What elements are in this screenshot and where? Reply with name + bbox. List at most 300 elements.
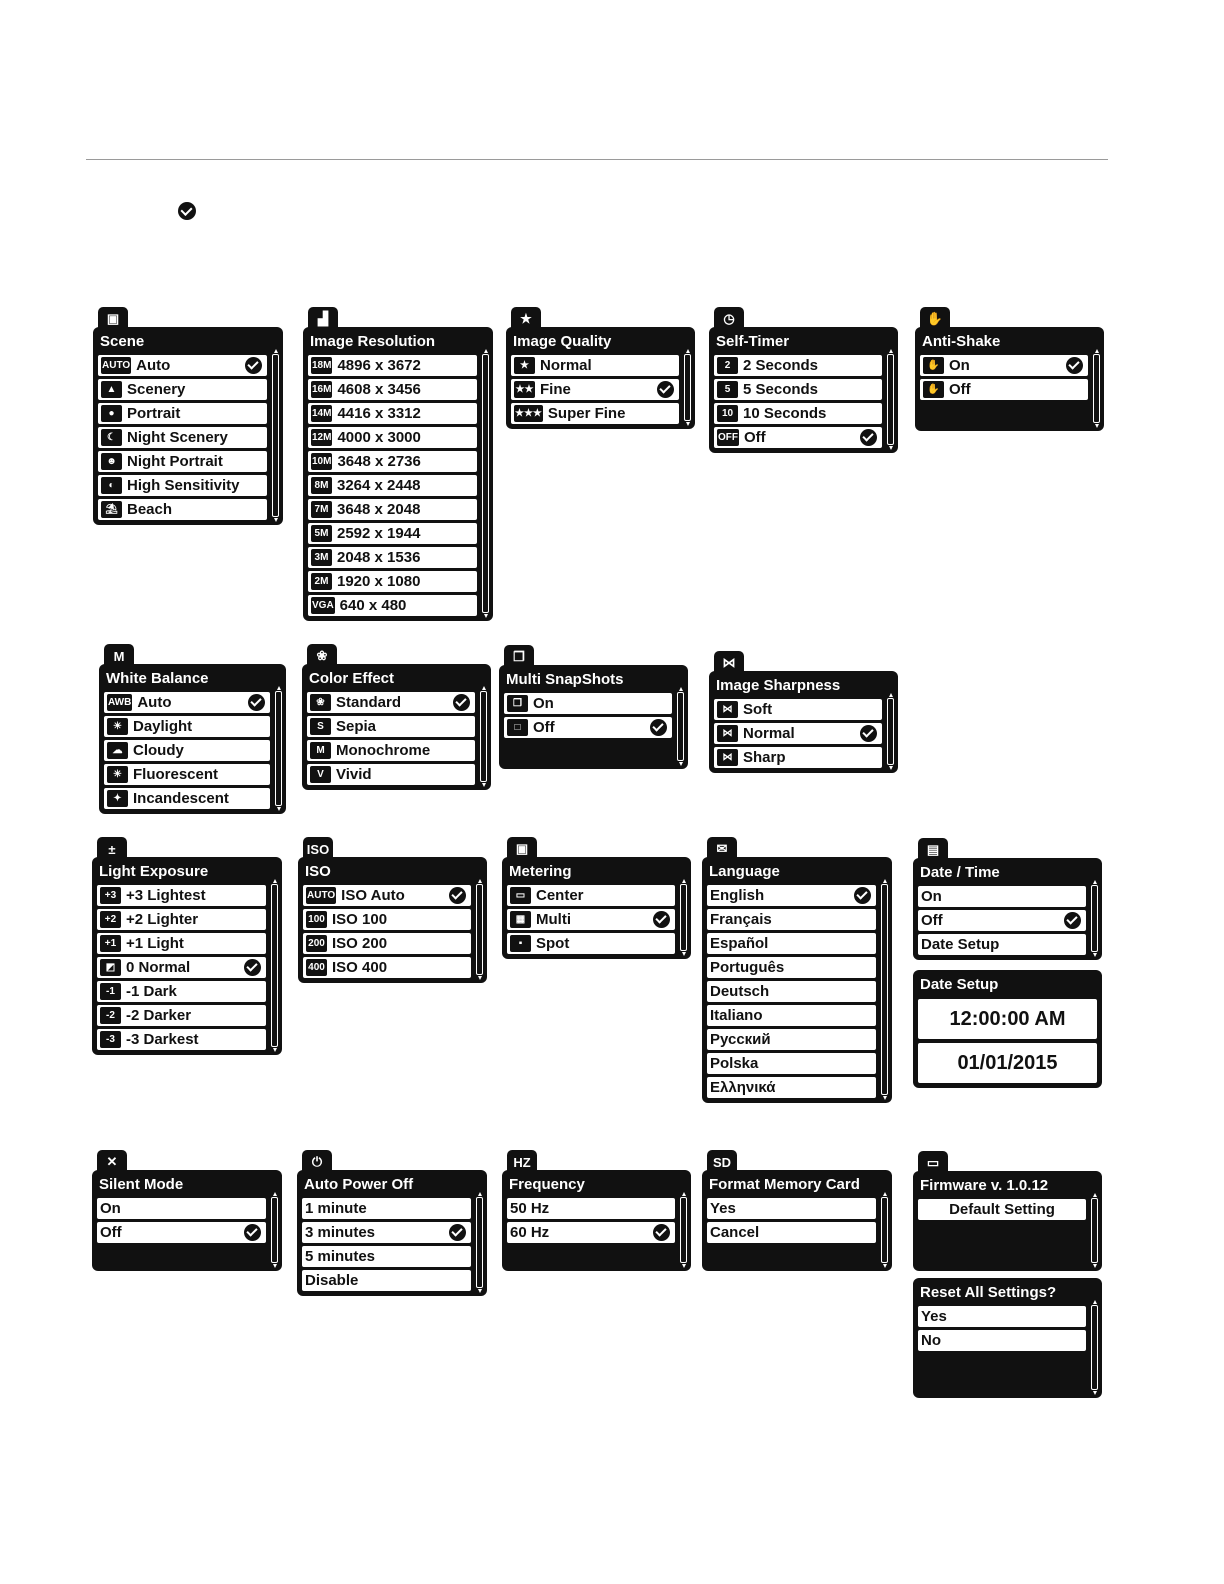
scrollbar[interactable] bbox=[887, 354, 894, 445]
option-label: Cloudy bbox=[133, 742, 184, 759]
menu-option[interactable] bbox=[918, 910, 1086, 931]
menu-option[interactable] bbox=[104, 692, 270, 713]
menu-light-exposure bbox=[92, 841, 282, 1055]
option-icon: 200 bbox=[306, 935, 327, 952]
scrollbar[interactable] bbox=[1091, 885, 1098, 952]
menu-panel bbox=[913, 1171, 1102, 1271]
menu-panel bbox=[702, 1170, 892, 1271]
scrollbar[interactable] bbox=[271, 884, 278, 1047]
menu-option[interactable] bbox=[308, 355, 477, 376]
menu-title: Image Quality bbox=[513, 333, 612, 350]
option-label: 2592 x 1944 bbox=[337, 525, 421, 542]
menu-tab-icon: HZ bbox=[507, 1150, 537, 1174]
menu-tab-icon: ▣ bbox=[98, 307, 128, 331]
date-value[interactable]: 01/01/2015 bbox=[918, 1043, 1097, 1083]
scrollbar[interactable] bbox=[272, 354, 279, 517]
menu-option[interactable] bbox=[308, 427, 477, 448]
selected-check-icon bbox=[1066, 357, 1083, 374]
menu-silent-mode bbox=[92, 1154, 282, 1271]
menu-tab-icon: ✉ bbox=[707, 837, 737, 861]
scrollbar[interactable] bbox=[887, 698, 894, 765]
menu-option[interactable] bbox=[308, 403, 477, 424]
menu-white-balance bbox=[99, 648, 286, 814]
menu-option[interactable] bbox=[714, 355, 882, 376]
option-icon: ◐ bbox=[101, 477, 122, 494]
option-icon: ● bbox=[101, 405, 122, 422]
option-icon: 10 bbox=[717, 405, 738, 422]
menu-date-time bbox=[913, 842, 1102, 960]
menu-title: Self-Timer bbox=[716, 333, 790, 350]
menu-option[interactable] bbox=[307, 716, 475, 737]
menu-option[interactable] bbox=[308, 523, 477, 544]
option-icon: □ bbox=[507, 719, 528, 736]
menu-panel bbox=[502, 857, 691, 959]
menu-option[interactable] bbox=[97, 957, 266, 978]
option-label: Off bbox=[744, 429, 766, 446]
menu-option[interactable] bbox=[504, 717, 672, 738]
option-icon: ★ bbox=[514, 357, 535, 374]
option-icon: ☁ bbox=[107, 742, 128, 759]
scrollbar[interactable] bbox=[881, 1197, 888, 1263]
selected-check-icon bbox=[248, 694, 265, 711]
scrollbar[interactable] bbox=[1091, 1305, 1098, 1390]
option-icon: ⋈ bbox=[717, 725, 738, 742]
option-label: 5 minutes bbox=[305, 1248, 376, 1265]
menu-option[interactable] bbox=[707, 1005, 876, 1026]
option-icon: ✋ bbox=[923, 381, 944, 398]
menu-format-memory-card bbox=[702, 1154, 892, 1271]
option-label: Super Fine bbox=[547, 405, 626, 422]
option-icon: +2 bbox=[100, 911, 121, 928]
menu-panel bbox=[502, 1170, 691, 1271]
menu-title: Metering bbox=[509, 863, 572, 880]
option-icon: 400 bbox=[306, 959, 327, 976]
menu-option[interactable] bbox=[707, 1029, 876, 1050]
menu-option[interactable] bbox=[302, 1198, 471, 1219]
option-label: ISO 200 bbox=[332, 935, 388, 952]
option-label: 3264 x 2448 bbox=[337, 477, 421, 494]
option-icon: AUTO bbox=[306, 887, 336, 904]
menu-panel bbox=[506, 327, 695, 429]
option-label: Ελληνικά bbox=[710, 1079, 776, 1096]
scrollbar[interactable] bbox=[680, 1197, 687, 1263]
option-label: ISO 400 bbox=[332, 959, 388, 976]
scrollbar[interactable] bbox=[680, 884, 687, 951]
option-label: Fluorescent bbox=[133, 766, 219, 783]
menu-option[interactable] bbox=[104, 788, 270, 809]
menu-tab-icon: ★ bbox=[511, 307, 541, 331]
menu-panel bbox=[915, 327, 1104, 431]
option-icon: ✦ bbox=[107, 790, 128, 807]
option-label: 3 minutes bbox=[305, 1224, 376, 1241]
option-label: Default Setting bbox=[949, 1201, 1055, 1218]
menu-anti-shake bbox=[915, 311, 1104, 431]
menu-option[interactable] bbox=[303, 957, 471, 978]
menu-option[interactable] bbox=[97, 885, 266, 906]
option-label: Off bbox=[533, 719, 555, 736]
menu-option[interactable] bbox=[714, 723, 882, 744]
menu-panel bbox=[93, 327, 283, 525]
menu-tab-icon: ◷ bbox=[714, 307, 744, 331]
menu-scene bbox=[93, 311, 283, 525]
menu-option[interactable] bbox=[308, 595, 477, 616]
option-label: 10 Seconds bbox=[743, 405, 827, 422]
menu-option[interactable] bbox=[707, 981, 876, 1002]
menu-option[interactable] bbox=[303, 885, 471, 906]
option-label: Night Scenery bbox=[127, 429, 228, 446]
option-label: 5 Seconds bbox=[743, 381, 819, 398]
option-label: Cancel bbox=[710, 1224, 760, 1241]
menu-option[interactable] bbox=[918, 1199, 1086, 1220]
selected-check-icon bbox=[449, 887, 466, 904]
menu-tab-icon: ❀ bbox=[307, 644, 337, 668]
menu-option[interactable] bbox=[302, 1222, 471, 1243]
option-icon: ◩ bbox=[100, 959, 121, 976]
menu-option[interactable] bbox=[511, 403, 679, 424]
menu-tab-icon: ▟ bbox=[308, 307, 338, 331]
menu-option[interactable] bbox=[97, 1222, 266, 1243]
option-label: Off bbox=[921, 912, 943, 929]
menu-tab-icon: ⋈ bbox=[714, 651, 744, 675]
menu-title: Image Resolution bbox=[310, 333, 436, 350]
option-label: 640 x 480 bbox=[339, 597, 407, 614]
selected-check-icon bbox=[657, 381, 674, 398]
option-label: Off bbox=[949, 381, 971, 398]
option-label: Multi bbox=[536, 911, 571, 928]
menu-panel bbox=[913, 858, 1102, 960]
menu-tab-icon: ▣ bbox=[507, 837, 537, 861]
menu-option[interactable] bbox=[98, 427, 267, 448]
selected-check-icon bbox=[245, 357, 262, 374]
menu-option[interactable] bbox=[714, 427, 882, 448]
menu-option[interactable] bbox=[97, 1198, 266, 1219]
menu-option[interactable] bbox=[307, 692, 475, 713]
menu-tab-icon: SD bbox=[707, 1150, 737, 1174]
menu-tab-icon: ▭ bbox=[918, 1151, 948, 1175]
menu-option[interactable] bbox=[714, 699, 882, 720]
option-label: On bbox=[100, 1200, 121, 1217]
option-label: -1 Dark bbox=[126, 983, 177, 1000]
menu-option[interactable] bbox=[920, 355, 1088, 376]
menu-option[interactable] bbox=[707, 1198, 876, 1219]
menu-title: Firmware v. 1.0.12 bbox=[920, 1177, 1049, 1194]
menu-tab-icon: ▤ bbox=[918, 838, 948, 862]
scrollbar[interactable] bbox=[476, 884, 483, 975]
menu-language bbox=[702, 841, 892, 1103]
menu-title: Color Effect bbox=[309, 670, 395, 687]
menu-tab-icon: M bbox=[104, 644, 134, 668]
menu-title: Frequency bbox=[509, 1176, 585, 1193]
menu-option[interactable] bbox=[308, 499, 477, 520]
selected-check-icon bbox=[854, 887, 871, 904]
menu-option[interactable] bbox=[507, 1198, 675, 1219]
menu-option[interactable] bbox=[98, 451, 267, 472]
option-icon: AUTO bbox=[101, 357, 131, 374]
option-label: Date Setup bbox=[921, 936, 1000, 953]
option-label: Português bbox=[710, 959, 785, 976]
option-icon: ▭ bbox=[510, 887, 531, 904]
menu-option[interactable] bbox=[308, 379, 477, 400]
option-label: +3 Lightest bbox=[126, 887, 206, 904]
menu-option[interactable] bbox=[97, 1029, 266, 1050]
selected-check-icon bbox=[449, 1224, 466, 1241]
time-value[interactable]: 12:00:00 AM bbox=[918, 999, 1097, 1039]
option-icon: ❀ bbox=[310, 694, 331, 711]
selected-check-icon bbox=[244, 959, 261, 976]
menu-option[interactable] bbox=[918, 886, 1086, 907]
selected-check-icon bbox=[453, 694, 470, 711]
menu-option[interactable] bbox=[918, 1330, 1086, 1351]
selected-check-icon bbox=[860, 429, 877, 446]
menu-option[interactable] bbox=[104, 740, 270, 761]
option-label: 60 Hz bbox=[510, 1224, 550, 1241]
menu-panel bbox=[499, 665, 688, 769]
menu-option[interactable] bbox=[507, 933, 675, 954]
scrollbar[interactable] bbox=[1093, 354, 1100, 423]
menu-option[interactable] bbox=[97, 981, 266, 1002]
menu-option[interactable] bbox=[308, 547, 477, 568]
option-icon: 10M bbox=[311, 453, 332, 470]
menu-self-timer bbox=[709, 311, 898, 453]
option-icon: VGA bbox=[311, 597, 335, 614]
menu-option[interactable] bbox=[918, 1306, 1086, 1327]
option-icon: V bbox=[310, 766, 331, 783]
option-label: 1920 x 1080 bbox=[337, 573, 421, 590]
menu-title: Light Exposure bbox=[99, 863, 209, 880]
option-icon: 7M bbox=[311, 501, 332, 518]
menu-option[interactable] bbox=[714, 403, 882, 424]
option-icon: OFF bbox=[717, 429, 739, 446]
option-icon: 3M bbox=[311, 549, 332, 566]
menu-color-effect bbox=[302, 648, 491, 790]
menu-option[interactable] bbox=[307, 764, 475, 785]
menu-title: Language bbox=[709, 863, 780, 880]
menu-option[interactable] bbox=[714, 747, 882, 768]
menu-option[interactable] bbox=[104, 716, 270, 737]
menu-option[interactable] bbox=[308, 475, 477, 496]
option-label: On bbox=[949, 357, 970, 374]
option-label: Beach bbox=[127, 501, 173, 518]
menu-option[interactable] bbox=[507, 909, 675, 930]
scrollbar[interactable] bbox=[1091, 1198, 1098, 1263]
option-label: Español bbox=[710, 935, 769, 952]
checkmark-icon bbox=[178, 202, 196, 220]
menu-option[interactable] bbox=[308, 571, 477, 592]
option-label: Scenery bbox=[127, 381, 186, 398]
option-label: 3648 x 2048 bbox=[337, 501, 421, 518]
option-icon: M bbox=[310, 742, 331, 759]
option-label: Italiano bbox=[710, 1007, 763, 1024]
selected-check-icon bbox=[1064, 912, 1081, 929]
scrollbar[interactable] bbox=[275, 691, 282, 806]
menu-option[interactable] bbox=[920, 379, 1088, 400]
menu-option[interactable] bbox=[303, 909, 471, 930]
menu-option[interactable] bbox=[707, 909, 876, 930]
menu-panel bbox=[92, 1170, 282, 1271]
menu-metering bbox=[502, 841, 691, 959]
menu-title: Silent Mode bbox=[99, 1176, 184, 1193]
date-setup-title: Date Setup bbox=[920, 976, 999, 993]
option-icon: ▦ bbox=[510, 911, 531, 928]
menu-title: Date / Time bbox=[920, 864, 1000, 881]
menu-option[interactable] bbox=[98, 403, 267, 424]
option-icon: 12M bbox=[311, 429, 332, 446]
option-label: Vivid bbox=[336, 766, 372, 783]
scrollbar[interactable] bbox=[271, 1197, 278, 1263]
menu-tab-icon: ❐ bbox=[504, 645, 534, 669]
menu-option[interactable] bbox=[307, 740, 475, 761]
option-label: ISO Auto bbox=[341, 887, 405, 904]
scrollbar[interactable] bbox=[482, 354, 489, 613]
menu-option[interactable] bbox=[308, 451, 477, 472]
option-icon: -1 bbox=[100, 983, 121, 1000]
scrollbar[interactable] bbox=[480, 691, 487, 782]
option-icon: ✳ bbox=[107, 766, 128, 783]
option-label: Portrait bbox=[127, 405, 181, 422]
option-label: Normal bbox=[540, 357, 592, 374]
menu-panel bbox=[297, 1170, 487, 1296]
menu-option[interactable] bbox=[707, 885, 876, 906]
menu-image-quality bbox=[506, 311, 695, 429]
menu-panel bbox=[709, 671, 898, 773]
scrollbar[interactable] bbox=[476, 1197, 483, 1288]
menu-panel bbox=[303, 327, 493, 621]
menu-image-resolution bbox=[303, 311, 493, 621]
option-icon: -3 bbox=[100, 1031, 121, 1048]
option-label: No bbox=[921, 1332, 941, 1349]
menu-title: ISO bbox=[305, 863, 331, 880]
option-label: -2 Darker bbox=[126, 1007, 192, 1024]
selected-check-icon bbox=[244, 1224, 261, 1241]
option-icon: -2 bbox=[100, 1007, 121, 1024]
option-icon: 14M bbox=[311, 405, 332, 422]
menu-panel bbox=[302, 664, 491, 790]
option-label: On bbox=[533, 695, 554, 712]
menu-option[interactable] bbox=[507, 885, 675, 906]
menu-option[interactable] bbox=[707, 1077, 876, 1098]
option-label: Standard bbox=[336, 694, 402, 711]
option-icon: ⋈ bbox=[717, 749, 738, 766]
menu-title: Multi SnapShots bbox=[506, 671, 624, 688]
selected-check-icon bbox=[653, 1224, 670, 1241]
menu-option[interactable] bbox=[918, 934, 1086, 955]
menu-option[interactable] bbox=[98, 379, 267, 400]
option-icon: 8M bbox=[311, 477, 332, 494]
menu-option[interactable] bbox=[707, 1222, 876, 1243]
menu-option[interactable] bbox=[303, 933, 471, 954]
menu-auto-power-off bbox=[297, 1154, 487, 1296]
menu-option[interactable] bbox=[504, 693, 672, 714]
menu-option[interactable] bbox=[714, 379, 882, 400]
menu-option[interactable] bbox=[97, 909, 266, 930]
menu-option[interactable] bbox=[511, 379, 679, 400]
scrollbar[interactable] bbox=[881, 884, 888, 1095]
menu-option[interactable] bbox=[97, 933, 266, 954]
menu-title: Image Sharpness bbox=[716, 677, 841, 694]
option-label: Sepia bbox=[336, 718, 377, 735]
menu-reset-all-settings bbox=[913, 1278, 1102, 1398]
option-icon: 5M bbox=[311, 525, 332, 542]
option-label: 4896 x 3672 bbox=[337, 357, 421, 374]
option-label: 0 Normal bbox=[126, 959, 191, 976]
option-label: Night Portrait bbox=[127, 453, 223, 470]
option-label: Auto bbox=[136, 357, 171, 374]
option-label: Off bbox=[100, 1224, 122, 1241]
option-label: Sharp bbox=[743, 749, 786, 766]
option-label: High Sensitivity bbox=[127, 477, 240, 494]
menu-option[interactable] bbox=[302, 1270, 471, 1291]
menu-tab-icon: ± bbox=[97, 837, 127, 861]
menu-tab-icon: ISO bbox=[303, 837, 333, 861]
option-label: Français bbox=[710, 911, 772, 928]
menu-option[interactable] bbox=[707, 1053, 876, 1074]
menu-title: Format Memory Card bbox=[709, 1176, 860, 1193]
option-icon: +3 bbox=[100, 887, 121, 904]
menu-option[interactable] bbox=[98, 499, 267, 520]
option-label: Auto bbox=[137, 694, 172, 711]
menu-option[interactable] bbox=[707, 933, 876, 954]
option-label: Fine bbox=[540, 381, 571, 398]
menu-title: White Balance bbox=[106, 670, 209, 687]
option-label: Yes bbox=[710, 1200, 736, 1217]
menu-option[interactable] bbox=[707, 957, 876, 978]
option-label: 4416 x 3312 bbox=[337, 405, 421, 422]
header-rule bbox=[86, 159, 1108, 160]
menu-option[interactable] bbox=[507, 1222, 675, 1243]
scrollbar[interactable] bbox=[677, 692, 684, 761]
menu-option[interactable] bbox=[98, 475, 267, 496]
option-label: +1 Light bbox=[126, 935, 184, 952]
menu-option[interactable] bbox=[98, 355, 267, 376]
menu-panel bbox=[92, 857, 282, 1055]
menu-panel bbox=[99, 664, 286, 814]
option-icon: ❐ bbox=[507, 695, 528, 712]
option-label: 4000 x 3000 bbox=[337, 429, 421, 446]
option-icon: ★★ bbox=[514, 381, 535, 398]
selected-check-icon bbox=[653, 911, 670, 928]
menu-panel bbox=[702, 857, 892, 1103]
option-icon: 18M bbox=[311, 357, 332, 374]
menu-date-setup bbox=[913, 970, 1102, 1088]
option-label: Daylight bbox=[133, 718, 193, 735]
option-icon: ✋ bbox=[923, 357, 944, 374]
option-label: 2048 x 1536 bbox=[337, 549, 421, 566]
menu-option[interactable] bbox=[302, 1246, 471, 1267]
selected-check-icon bbox=[650, 719, 667, 736]
option-label: Center bbox=[536, 887, 584, 904]
scrollbar[interactable] bbox=[684, 354, 691, 421]
menu-firmware bbox=[913, 1155, 1102, 1271]
menu-title: Scene bbox=[100, 333, 145, 350]
option-label: Yes bbox=[921, 1308, 947, 1325]
option-icon: ☾ bbox=[101, 429, 122, 446]
menu-option[interactable] bbox=[104, 764, 270, 785]
option-label: Incandescent bbox=[133, 790, 229, 807]
option-icon: 2 bbox=[717, 357, 738, 374]
menu-tab-icon: ✋ bbox=[920, 307, 950, 331]
selected-check-icon bbox=[860, 725, 877, 742]
menu-title: Auto Power Off bbox=[304, 1176, 414, 1193]
option-label: 50 Hz bbox=[510, 1200, 550, 1217]
option-icon: ★★★ bbox=[514, 405, 543, 422]
menu-panel bbox=[298, 857, 487, 983]
option-label: Deutsch bbox=[710, 983, 770, 1000]
menu-option[interactable] bbox=[97, 1005, 266, 1026]
menu-option[interactable] bbox=[511, 355, 679, 376]
option-icon: ☻ bbox=[101, 453, 122, 470]
option-label: Soft bbox=[743, 701, 773, 718]
option-label: 3648 x 2736 bbox=[337, 453, 421, 470]
